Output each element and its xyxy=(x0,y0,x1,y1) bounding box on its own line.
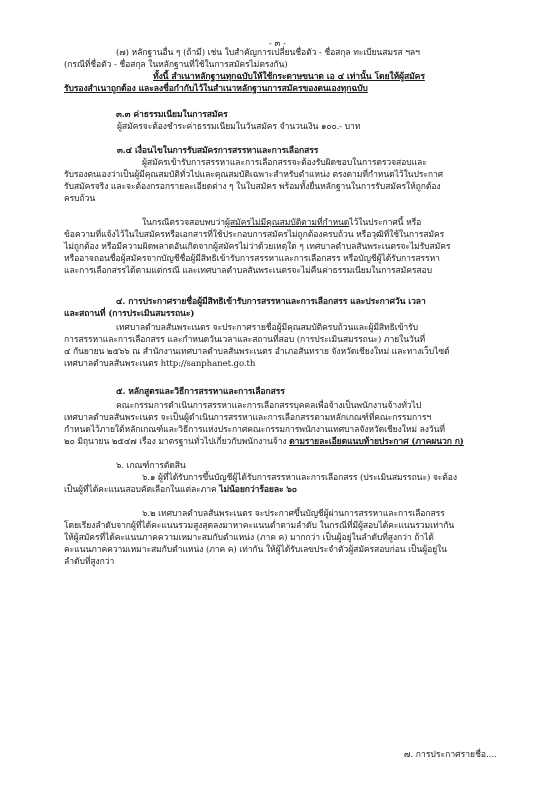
text-line xyxy=(64,437,464,448)
text-segment: รับรองตนเองว่าเป็นผู้มีคุณสมบัติทั่วไปและคุณสมบัติเฉพาะสำหรับตำแหน่ง ตรงตามที่กำหนดไว้ในประกาศ xyxy=(64,170,444,180)
text-segment: เทศบาลตำบลสันพระเนตร จะประกาศรายชื่อผู้มีคุณสมบัติครบถ้วนและผู้มีสิทธิเข้ารับ xyxy=(116,323,418,333)
text-line xyxy=(64,335,425,346)
text-line xyxy=(116,297,426,308)
text-segment: รับสมัครจริง และจะต้องกรอกรายละเอียดต่าง ๆ ในใบสมัคร พร้อมทั้งยื่นหลักฐานในการรับสมัครให้ถูกต้อง xyxy=(64,182,441,192)
text-line xyxy=(64,254,440,265)
text-segment: ไม่น้อยกว่าร้อยละ ๖๐ xyxy=(219,485,297,495)
text-line xyxy=(142,509,445,520)
text-line xyxy=(116,48,420,59)
text-segment: ไม่ถูกต้อง หรือมีความผิดพลาดอันเกิดจากผู้สมัครไม่ว่าด้วยเหตุใด ๆ เทศบาลตำบลสันพระเนตรจะไม่รับสมัคร xyxy=(64,242,451,252)
text-line xyxy=(64,413,431,424)
text-line xyxy=(116,323,418,334)
text-line xyxy=(64,60,288,71)
text-segment: ๖.๑ ผู้ที่ได้รับการขึ้นบัญชีผู้ได้รับการสรรหาและการเลือกสรร (ประเมินสมรรถนะ) จะต้อง xyxy=(142,473,457,483)
text-segment: ๖.๒ เทศบาลตำบลสันพระเนตร จะประกาศขึ้นบัญชีผู้ผ่านการสรรหาและการเลือกสรร xyxy=(142,509,445,519)
text-segment: กำหนดไว้ภายใต้หลักเกณฑ์และวิธีการแห่งประกาศคณะกรรมการพนักงานเทศบาลจังหวัดเชียงใหม่ ลงวันที่ xyxy=(64,425,445,435)
text-segment: ๖. เกณฑ์การตัดสิน xyxy=(116,461,186,471)
text-line xyxy=(142,218,421,229)
text-segment: ๓.๓ ค่าธรรมเนียมในการสมัคร xyxy=(116,110,228,120)
text-segment: ลำดับที่สูงกว่า xyxy=(64,557,115,567)
text-segment: การสรรหาและการเลือกสรร และกำหนดวันเวลาและสถานที่สอบ (การประเมินสมรรถนะ) ภายในวันที่ xyxy=(64,335,426,345)
text-segment: และการเลือกสรรได้ตามแต่กรณี และเทศบาลตำบลสันพระเนตรจะไม่คืนค่าธรรมเนียมในการสมัครสอบ xyxy=(64,266,432,276)
text-segment: ตามรายละเอียดแนบท้ายประกาศ (ภาคผนวก ก) xyxy=(289,437,464,447)
text-line xyxy=(64,533,434,544)
text-segment: เป็นผู้ที่ได้คะแนนสอบคัดเลือกในแต่ละภาค xyxy=(64,485,220,495)
text-line xyxy=(64,545,447,556)
text-segment: ผู้สมัครเข้ารับการสรรหาและการเลือกสรรจะต้องรับผิดชอบในการตรวจสอบและ xyxy=(142,158,427,168)
text-segment: ๔ กันยายน ๒๕๖๖ ณ สำนักงานเทศบาลตำบลสันพระเนตร อำเภอสันทราย จังหวัดเชียงใหม่ และทางเว็บไซต์ xyxy=(64,347,450,357)
text-line xyxy=(117,122,360,133)
text-line xyxy=(64,266,432,277)
text-segment: ๓.๔ เงื่อนไขในการรับสมัครการสรรหาและการเลือกสรร xyxy=(117,146,319,156)
text-segment: ๒๐ มิถุนายน ๒๕๔๗ เรื่อง มาตรฐานทั่วไปเกี่ยวกับพนักงานจ้าง xyxy=(64,437,290,447)
text-segment: (กรณีที่ชื่อตัว - ชื่อสกุล ในหลักฐานที่ใช้ในการสมัครไม่ตรงกัน) xyxy=(64,60,288,70)
text-segment: รับรองสำเนาถูกต้อง และลงชื่อกำกับไว้ในสำเนาหลักฐานการสมัครของตนเองทุกฉบับ xyxy=(64,84,368,94)
text-line xyxy=(116,387,285,398)
text-segment: ๕. หลักสูตรและวิธีการสรรหาและการเลือกสรร xyxy=(116,387,285,397)
text-segment: เทศบาลตำบลสันพระเนตร http://sanphanet.go.th xyxy=(64,359,256,369)
text-line xyxy=(64,425,445,436)
text-segment: หรืออาจถอนชื่อผู้สมัครจากบัญชีชื่อผู้มีสิทธิเข้ารับการสรรหาและการเลือกสรร หรือบัญชีผู้ได้รับการสรรหา xyxy=(64,254,440,264)
text-segment: คณะกรรมการดำเนินการสรรหาและการเลือกสรรบุคคลเพื่อจ้างเป็นพนักงานจ้างทั่วไป xyxy=(116,401,422,411)
text-segment: โดยเรียงลำดับจากผู้ที่ได้คะแนนรวมสูงสุดลงมาหาคะแนนต่ำตามลำดับ ในกรณีที่มีผู้สอบได้คะแนนรวมเท่ากัน xyxy=(64,521,455,531)
text-line xyxy=(64,182,441,193)
text-line xyxy=(64,170,443,181)
text-line xyxy=(116,110,228,121)
text-segment: ให้ผู้สมัครที่ได้คะแนนภาคความเหมาะสมกับตำแหน่ง (ภาค ค) มากกว่า เป็นผู้อยู่ในลำดับที่สูงกว่า ถ้าได้ xyxy=(64,533,434,543)
text-line xyxy=(64,521,454,532)
text-segment: และสถานที่ (การประเมินสมรรถนะ) xyxy=(64,309,195,319)
text-segment: คะแนนภาคความเหมาะสมกับตำแหน่ง (ภาค ค) เท่ากัน ให้ผู้ได้รับเลขประจำตัวผู้สมัครสอบก่อน เป็นผู้อยู่ใน xyxy=(64,545,447,555)
text-line xyxy=(64,485,297,496)
text-line xyxy=(116,401,421,412)
text-line xyxy=(153,72,425,83)
text-segment: ๔. การประกาศรายชื่อผู้มีสิทธิเข้ารับการสรรหาและการเลือกสรร และประกาศวัน เวลา xyxy=(116,297,426,307)
text-line xyxy=(64,557,114,568)
text-segment: ทั้งนี้ สำเนาหลักฐานทุกฉบับให้ใช้กระดาษขนาด เอ ๔ เท่านั้น โดยให้ผู้สมัคร xyxy=(153,72,425,82)
text-segment: ผู้สมัครจะต้องชำระค่าธรรมเนียมในวันสมัคร จำนวนเงิน ๑๐๐.- บาท xyxy=(117,122,361,132)
text-line xyxy=(142,158,427,169)
text-line xyxy=(64,309,194,320)
text-line xyxy=(64,194,95,205)
text-line xyxy=(116,461,186,472)
text-line xyxy=(117,146,318,157)
text-line xyxy=(64,242,450,253)
text-segment: (๗) หลักฐานอื่น ๆ (ถ้ามี) เช่น ใบสำคัญการเปลี่ยนชื่อตัว - ชื่อสกุล ทะเบียนสมรส ฯลฯ xyxy=(116,48,420,58)
text-line xyxy=(142,473,457,484)
text-segment: ครบถ้วน xyxy=(64,194,96,204)
page-number: - ๓ - xyxy=(268,39,287,49)
text-line xyxy=(64,359,255,370)
text-segment: ข้อความที่แจ้งไว้ในใบสมัครหรือเอกสารที่ใช้ประกอบการสมัครไม่ถูกต้องครบถ้วน หรือวุฒิที่ใช้ในการสมัคร xyxy=(64,230,445,240)
text-segment: ผู้สมัครไม่มีคุณสมบัติตามที่กำหนด xyxy=(224,218,350,228)
text-segment: ไว้ในประกาศนี้ หรือ xyxy=(349,218,422,228)
text-line xyxy=(64,230,444,241)
text-segment: เทศบาลตำบลสันพระเนตร จะเป็นผู้ดำเนินการสรรหาและการเลือกสรรตามหลักเกณฑ์ที่คณะกรรมการฯ xyxy=(64,413,432,423)
text-line xyxy=(64,84,368,95)
text-line xyxy=(64,347,450,358)
continuation-footer: ๗. การประกาศรายชื่อ.... xyxy=(403,750,497,760)
text-segment: ในกรณีตรวจสอบพบว่า xyxy=(142,218,225,228)
